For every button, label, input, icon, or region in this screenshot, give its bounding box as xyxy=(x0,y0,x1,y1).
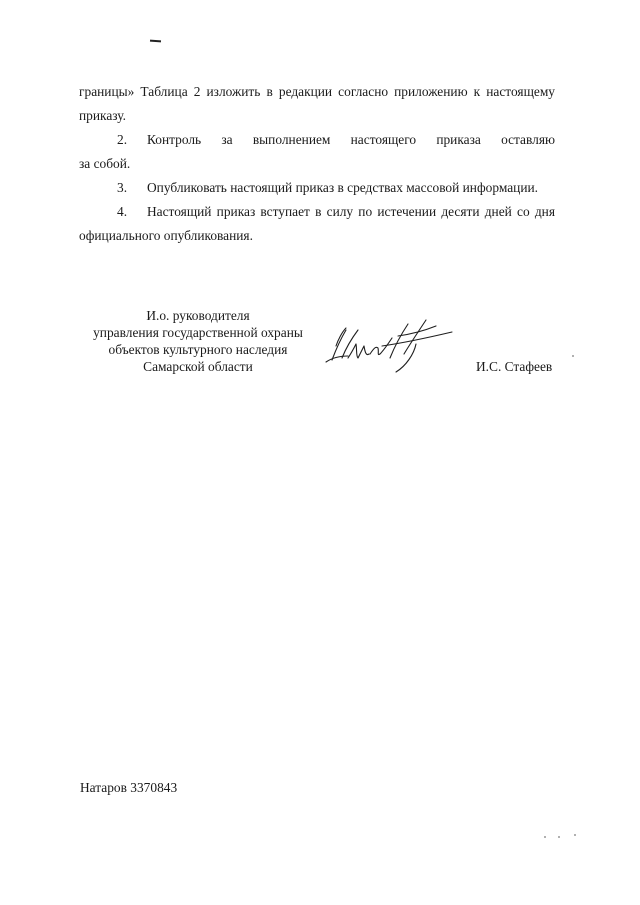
list-item-4-line-2: официального опубликования. xyxy=(79,228,253,243)
list-item-4 xyxy=(79,200,555,248)
paragraph-1-line-1: границы» Таблица 2 изложить в редакции согласно приложению к настоящему xyxy=(79,84,555,99)
scan-speck xyxy=(544,836,546,838)
list-item-3-line-1 xyxy=(79,176,555,200)
list-item-2-text: Контроль за выполнением настоящего приказа оставляю xyxy=(147,132,555,147)
executor-note: Натаров 3370843 xyxy=(80,780,178,795)
signatory-title-block xyxy=(80,307,316,375)
list-item-4-text: Настоящий приказ вступает в силу по истечении десяти дней со дня xyxy=(147,204,555,219)
signatory-title-line-1: И.о. руководителя xyxy=(146,308,250,323)
list-item-2-line-2: за собой. xyxy=(79,156,131,171)
list-item-4-number: 4. xyxy=(117,204,128,219)
scan-mark xyxy=(150,40,161,43)
scan-speck xyxy=(572,355,574,357)
list-item-3 xyxy=(79,176,555,200)
paragraph-1-line-2: приказу. xyxy=(79,108,126,123)
scan-speck xyxy=(558,836,560,838)
signatory-title-line-2: управления государственной охраны xyxy=(93,325,303,340)
list-item-3-number: 3. xyxy=(117,180,128,195)
paragraph-1 xyxy=(79,80,555,128)
signer-name: И.С. Стафеев xyxy=(476,359,553,374)
handwritten-signature xyxy=(322,314,460,376)
list-item-2-number: 2. xyxy=(117,132,128,147)
list-item-4-line-1 xyxy=(79,200,555,224)
list-item-3-text: Опубликовать настоящий приказ в средствах массовой информации. xyxy=(147,180,539,195)
list-item-2 xyxy=(79,128,555,176)
list-item-2-line-1 xyxy=(79,128,555,152)
signatory-title-line-3: объектов культурного наследия xyxy=(108,342,288,357)
scan-speck xyxy=(574,834,576,836)
signatory-title-line-4: Самарской области xyxy=(143,359,253,374)
